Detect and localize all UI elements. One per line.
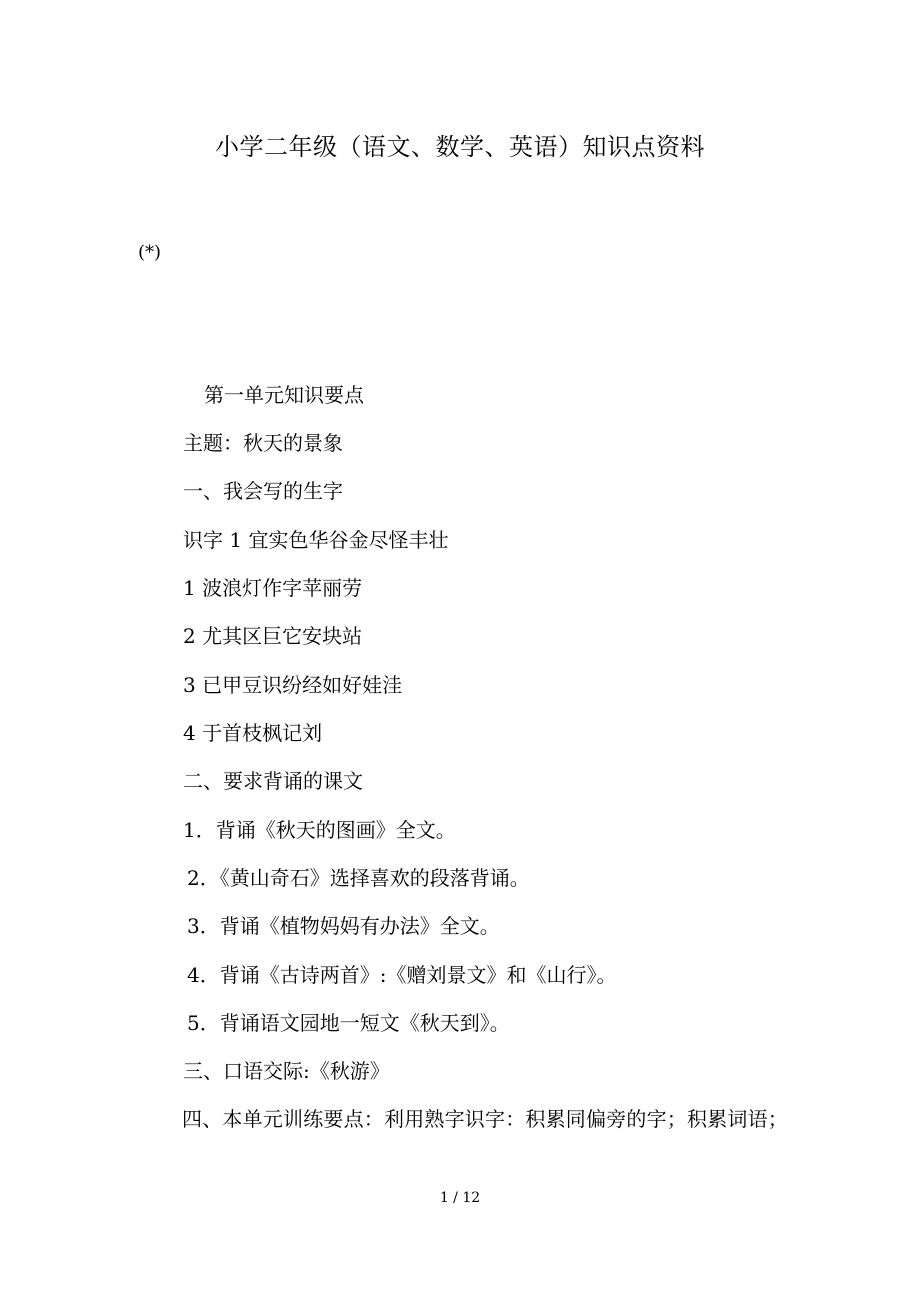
text-line: 一、我会写的生字 (183, 479, 343, 503)
text-line: 主题：秋天的景象 (183, 431, 343, 455)
text-line: 三、口语交际:《秋游》 (183, 1059, 390, 1083)
text-line: 2 尤其区巨它安块站 (183, 624, 363, 648)
text-line: 3．背诵《植物妈妈有办法》全文。 (187, 914, 500, 938)
page-number: 1 / 12 (439, 1190, 481, 1206)
text-line: 1．背诵《秋天的图画》全文。 (183, 818, 456, 842)
text-line: 1 波浪灯作字苹丽劳 (183, 576, 363, 600)
page-title: 小学二年级（语文、数学、英语）知识点资料 (215, 133, 705, 161)
section-heading: 第一单元知识要点 (204, 383, 364, 407)
text-line: 3 已甲豆识纷经如好娃洼 (183, 673, 403, 697)
text-line: 识字 1 宜实色华谷金尽怪丰壮 (183, 528, 449, 552)
text-line: 4 于首枝枫记刘 (183, 721, 323, 745)
text-line: 5．背诵语文园地一短文《秋天到》。 (187, 1011, 510, 1035)
marker-text: (*) (138, 242, 162, 263)
text-line: 4．背诵《古诗两首》:《赠刘景文》和《山行》。 (187, 963, 617, 987)
training-points-paragraph: 四、本单元训练要点：利用熟字识字：积累同偏旁的字；积累词语； (182, 1107, 788, 1131)
text-line: 2．《黄山奇石》选择喜欢的段落背诵。 (187, 866, 530, 890)
text-line: 二、要求背诵的课文 (183, 769, 363, 793)
